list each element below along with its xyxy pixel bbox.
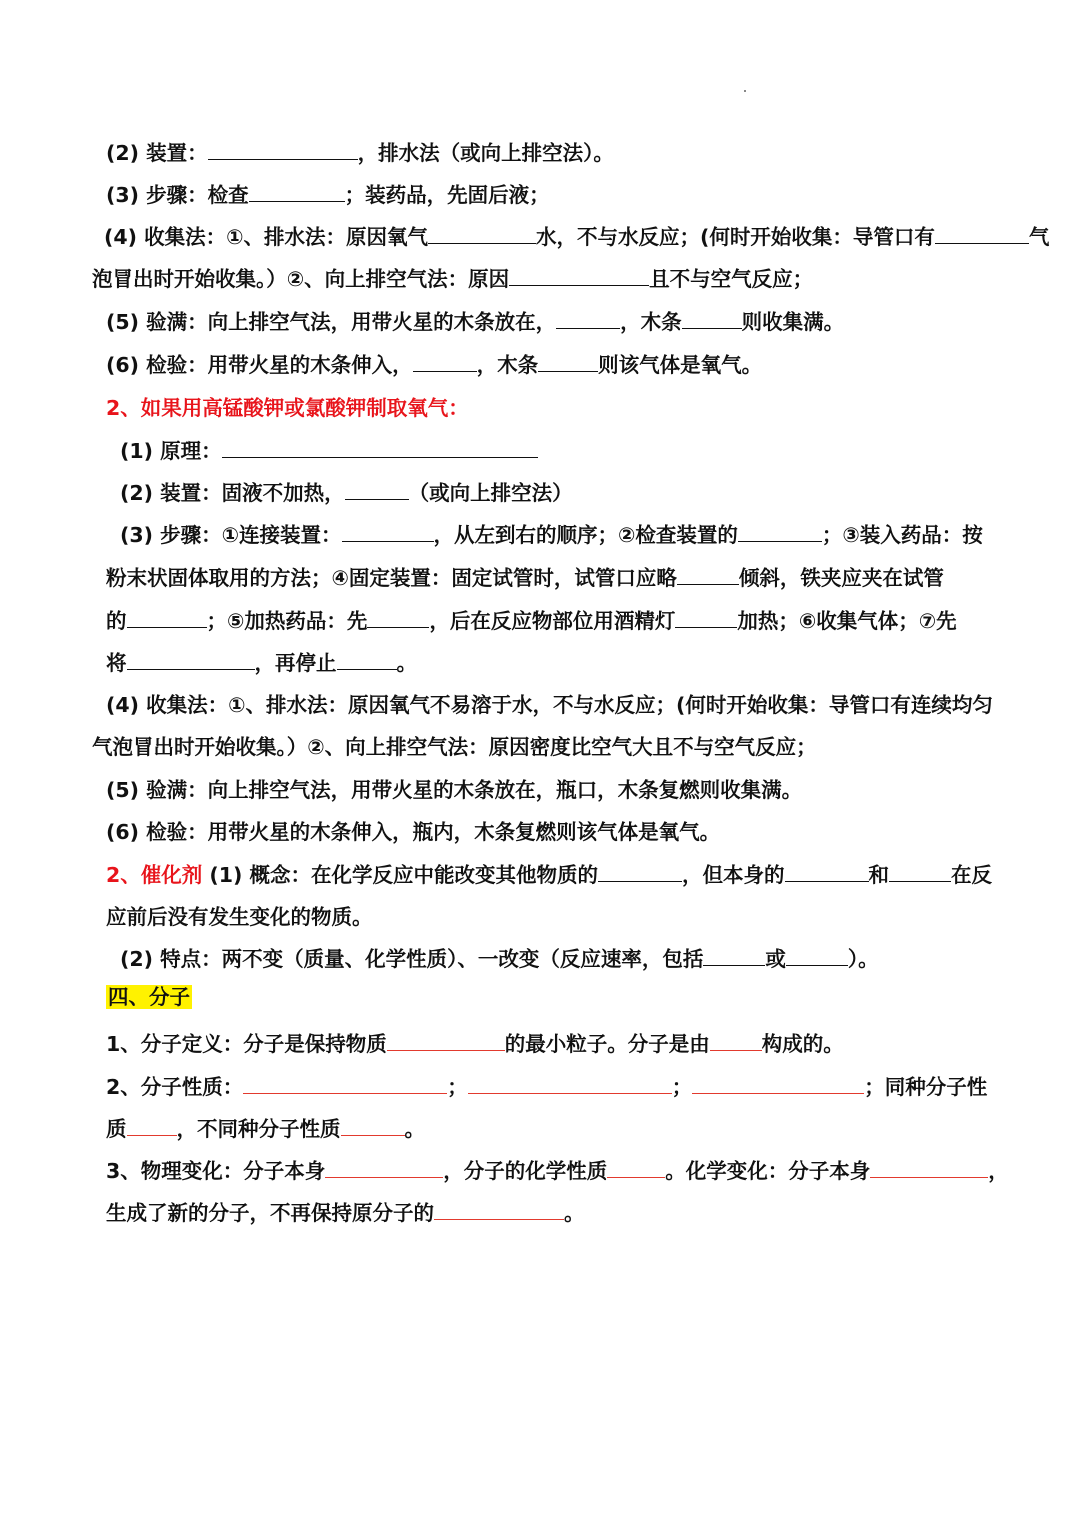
blank-field[interactable] <box>786 945 848 966</box>
s1-line-2: (2) 装置： ，排水法（或向上排空法）。 <box>106 141 614 165</box>
blank-field[interactable] <box>341 1115 405 1136</box>
blank-field[interactable] <box>337 649 397 670</box>
stray-mark <box>744 90 746 92</box>
blank-field[interactable] <box>889 861 951 882</box>
blank-field[interactable] <box>345 479 409 500</box>
blank-field[interactable] <box>468 1073 672 1094</box>
section-heading-molecules: 四、分子 <box>108 985 190 1009</box>
blank-field[interactable] <box>342 521 434 542</box>
s3-line-1b: 应前后没有发生变化的物质。 <box>106 905 373 929</box>
blank-field[interactable] <box>387 1030 505 1051</box>
blank-field[interactable] <box>127 1115 177 1136</box>
s2-line-4a: (4) 收集法：①、排水法：原因氧气不易溶于水，不与水反应；(何时开始收集：导管口有连续均匀 <box>106 693 993 717</box>
s1-line-5: (5) 验满：向上排空气法，用带火星的木条放在， ，木条 则收集满。 <box>106 310 845 334</box>
s2-line-1: (1) 原理： <box>120 436 538 466</box>
blank-field[interactable] <box>243 1073 447 1094</box>
blank-field[interactable] <box>325 1157 443 1178</box>
s3-line-2: (2) 特点：两不变（质量、化学性质）、一改变（反应速率，包括 或 ）。 <box>120 947 879 971</box>
blank-field[interactable] <box>428 223 536 244</box>
s4-line-3a: 3、物理变化：分子本身 ，分子的化学性质 。化学变化：分子本身 ， <box>106 1159 1009 1183</box>
s2-line-6: (6) 检验：用带火星的木条伸入，瓶内，木条复燃则该气体是氧气。 <box>106 820 721 844</box>
s2-line-3a: (3) 步骤：①连接装置： ，从左到右的顺序；②检查装置的 ；③装入药品：按 <box>120 523 983 547</box>
blank-field[interactable] <box>677 564 739 585</box>
s1-line-3: (3) 步骤：检查 ；装药品，先固后液； <box>106 183 550 207</box>
blank-field[interactable] <box>682 308 742 329</box>
s2-line-4b: 气泡冒出时开始收集。）②、向上排空气法：原因密度比空气大且不与空气反应； <box>92 735 817 759</box>
blank-field[interactable] <box>434 1199 564 1220</box>
s1-line-4b: 泡冒出时开始收集。）②、向上排空气法：原因 且不与空气反应； <box>92 267 814 291</box>
s2-line-3b: 粉末状固体取用的方法；④固定装置：固定试管时，试管口应略 倾斜，铁夹应夹在试管 <box>106 566 944 590</box>
section-heading-potassium: 2、如果用高锰酸钾或氯酸钾制取氧气： <box>106 396 469 420</box>
blank-field[interactable] <box>738 521 822 542</box>
section-heading-catalyst: 2、催化剂 <box>106 863 203 887</box>
blank-field[interactable] <box>413 351 477 372</box>
s1-line-6: (6) 检验：用带火星的木条伸入， ，木条 则该气体是氧气。 <box>106 353 763 377</box>
blank-field[interactable] <box>607 1157 665 1178</box>
blank-field[interactable] <box>785 861 869 882</box>
blank-field[interactable] <box>556 308 620 329</box>
blank-field[interactable] <box>208 139 358 160</box>
s4-line-2b: 质 ，不同种分子性质 。 <box>106 1117 425 1141</box>
s1-line-4a: (4) 收集法：①、排水法：原因氧气 水，不与水反应；(何时开始收集：导管口有 气 <box>104 225 1050 249</box>
s4-line-3b: 生成了新的分子，不再保持原分子的 。 <box>106 1201 585 1225</box>
blank-field[interactable] <box>127 649 255 670</box>
blank-field[interactable] <box>598 861 682 882</box>
s4-line-2a: 2、分子性质： ； ； ；同种分子性 <box>106 1075 988 1099</box>
s2-line-5: (5) 验满：向上排空气法，用带火星的木条放在，瓶口，木条复燃则收集满。 <box>106 778 803 802</box>
blank-field[interactable] <box>127 607 207 628</box>
blank-field[interactable] <box>710 1030 762 1051</box>
blank-field[interactable] <box>703 945 765 966</box>
blank-field[interactable] <box>367 607 429 628</box>
s3-line-1a: 2、催化剂 (1) 概念：在化学反应中能改变其他物质的 ，但本身的 和 在反 <box>106 863 993 887</box>
s4-line-1: 1、分子定义：分子是保持物质 的最小粒子。分子是由 构成的。 <box>106 1032 844 1056</box>
blank-field[interactable] <box>692 1073 864 1094</box>
blank-field[interactable] <box>675 607 737 628</box>
s2-line-3c: 的 ；⑤加热药品：先 ，后在反应物部位用酒精灯 加热；⑥收集气体；⑦先 <box>106 609 957 633</box>
blank-field[interactable] <box>222 437 538 458</box>
s2-line-2: (2) 装置：固液不加热， （或向上排空法） <box>120 481 573 505</box>
blank-field[interactable] <box>509 265 649 286</box>
blank-field[interactable] <box>935 223 1029 244</box>
blank-field[interactable] <box>538 351 598 372</box>
blank-field[interactable] <box>249 181 345 202</box>
blank-field[interactable] <box>870 1157 988 1178</box>
s2-line-3d: 将 ，再停止 。 <box>106 651 417 675</box>
